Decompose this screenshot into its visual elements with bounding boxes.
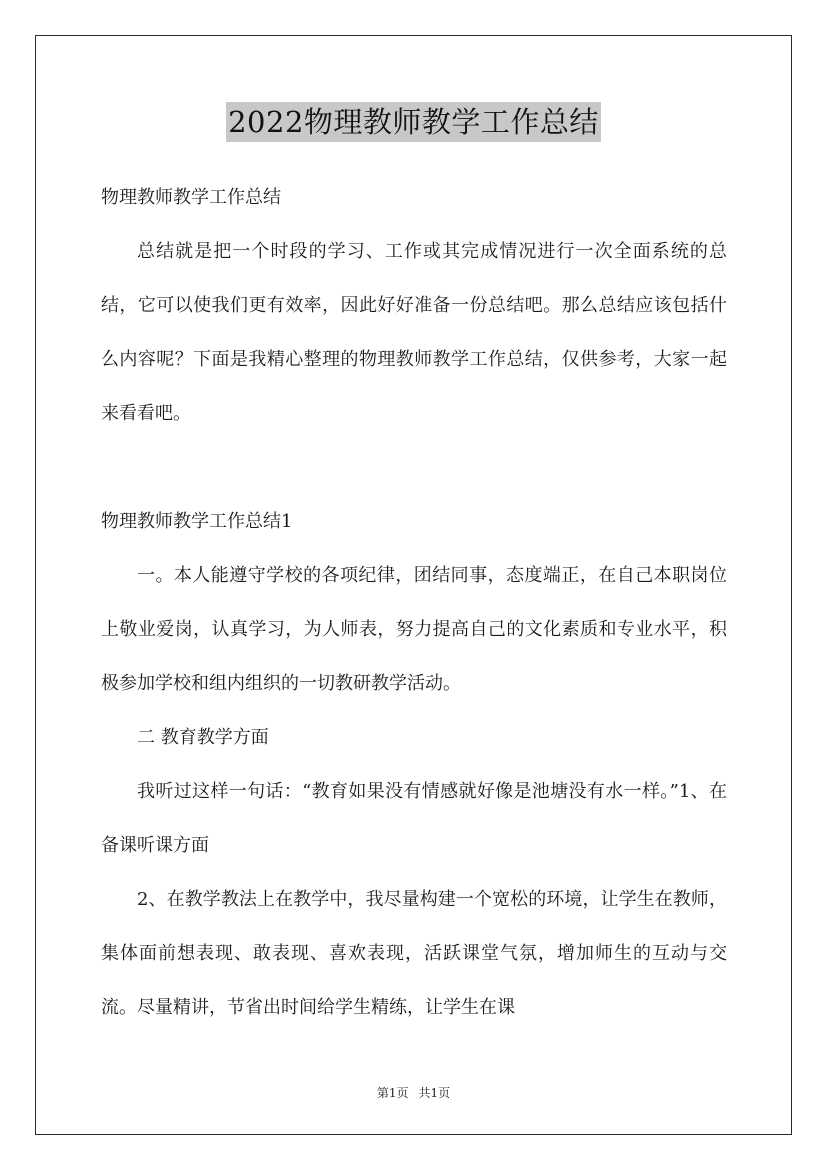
section-heading-intro: 物理教师教学工作总结	[101, 187, 281, 208]
title-container	[0, 102, 827, 142]
subheading-teaching: 二 教育教学方面	[137, 727, 269, 748]
intro-paragraph: 总结就是把一个时段的学习、工作或其完成情况进行一次全面系统的总结，它可以使我们更有效率，因此好好准备一份总结吧。那么总结应该包括什么内容呢？下面是我精心整理的物理教师教学工作总结，仅供参考，大家一起来看看吧。	[101, 241, 727, 424]
page-total: 共1页	[418, 1086, 451, 1100]
paragraph-teaching-methods: 2、在教学教法上在教学中，我尽量构建一个宽松的环境，让学生在教师，集体面前想表现、敢表现、喜欢表现，活跃课堂气氛，增加师生的互动与交流。尽量精讲，节省出时间给学生精练，让学生在课	[101, 889, 727, 1018]
document-title: 2022物理教师教学工作总结	[226, 102, 601, 142]
paragraph-quote: 我听过这样一句话：“教育如果没有情感就好像是池塘没有水一样。”1、在备课听课方面	[101, 781, 727, 856]
section-heading-1: 物理教师教学工作总结1	[101, 511, 293, 532]
paragraph-spacer	[101, 441, 727, 495]
paragraph-discipline: 一。本人能遵守学校的各项纪律，团结同事，态度端正，在自己本职岗位上敬业爱岗，认真学习，为人师表，努力提高自己的文化素质和专业水平，积极参加学校和组内组织的一切教研教学活动。	[101, 565, 727, 694]
page-footer	[0, 1085, 827, 1101]
document-body	[101, 171, 727, 1035]
page-number: 第1页	[376, 1086, 409, 1100]
